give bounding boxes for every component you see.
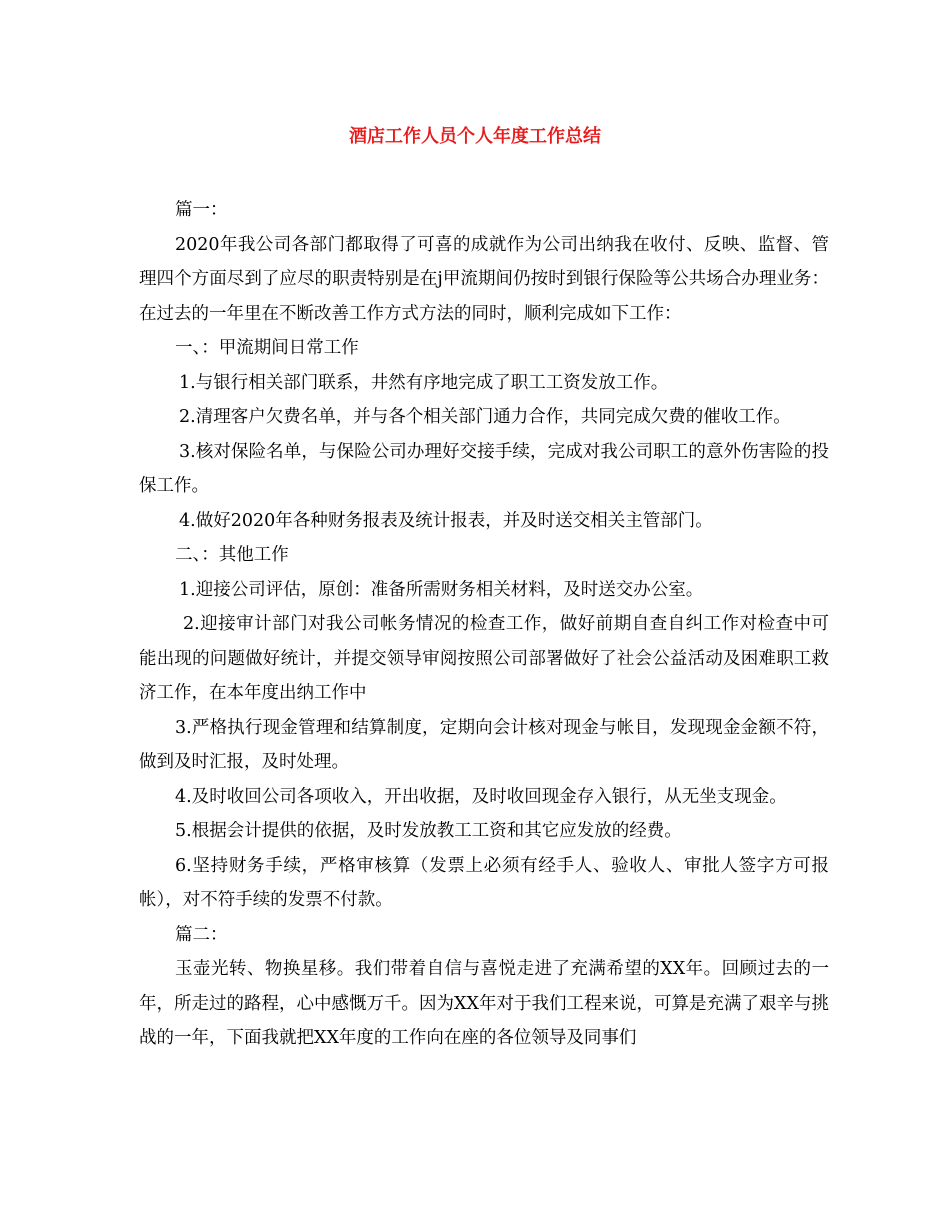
list-item: 3.严格执行现金管理和结算制度，定期向会计核对现金与帐目，发现现金金额不符，做到及时汇报，及时处理。 — [139, 717, 829, 772]
section-heading-part-two: 篇二： — [175, 924, 228, 945]
list-item: 3.核对保险名单，与保险公司办理好交接手续，完成对我公司职工的意外伤害险的投保工作。 — [139, 441, 829, 496]
subsection-heading-other-work: 二、：其他工作 — [175, 545, 289, 565]
document-title: 酒店工作人员个人年度工作总结 — [349, 126, 601, 147]
body-paragraph: 玉壶光转、物换星移。我们带着自信与喜悦走进了充满希望的XX年。回顾过去的一年，所走过的路程，心中感慨万千。因为XX年对于我们工程来说，可算是充满了艰辛与挑战的一年，下面我就把XX年度的工作向在座的各位领导及同事们 — [139, 959, 829, 1048]
list-item: 4.做好2020年各种财务报表及统计报表，并及时送交相关主管部门。 — [179, 510, 713, 531]
section-heading-part-one: 篇一： — [175, 200, 228, 220]
list-item: 5.根据会计提供的依据，及时发放教工工资和其它应发放的经费。 — [175, 821, 682, 841]
list-item: 1.迎接公司评估，原创：准备所需财务相关材料，及时送交办公室。 — [179, 579, 704, 600]
list-item: 2.迎接审计部门对我公司帐务情况的检查工作，做好前期自查自纠工作对检查中可能出现的问题做好统计，并提交领导审阅按照公司部署做好了社会公益活动及困难职工救济工作，在本年度出纳工作中 — [139, 614, 829, 703]
subsection-heading-daily-work: 一、：甲流期间日常工作 — [175, 338, 359, 358]
list-item: 2.清理客户欠费名单，并与各个相关部门通力合作，共同完成欠费的催收工作。 — [179, 407, 791, 427]
intro-paragraph: 2020年我公司各部门都取得了可喜的成就作为公司出纳我在收付、反映、监督、管理四个方面尽到了应尽的职责特别是在j甲流期间仍按时到银行保险等公共场合办理业务：在过去的一年里在不断改善工作方式方法的同时，顺利完成如下工作： — [139, 234, 829, 324]
list-item: 1.与银行相关部门联系，井然有序地完成了职工工资发放工作。 — [179, 372, 669, 393]
list-item: 4.及时收回公司各项收入，开出收据，及时收回现金存入银行，从无坐支现金。 — [175, 786, 787, 807]
document-body — [139, 193, 829, 1056]
list-item: 6.坚持财务手续，严格审核算（发票上必须有经手人、验收人、审批人签字方可报帐），对不符手续的发票不付款。 — [139, 855, 829, 910]
